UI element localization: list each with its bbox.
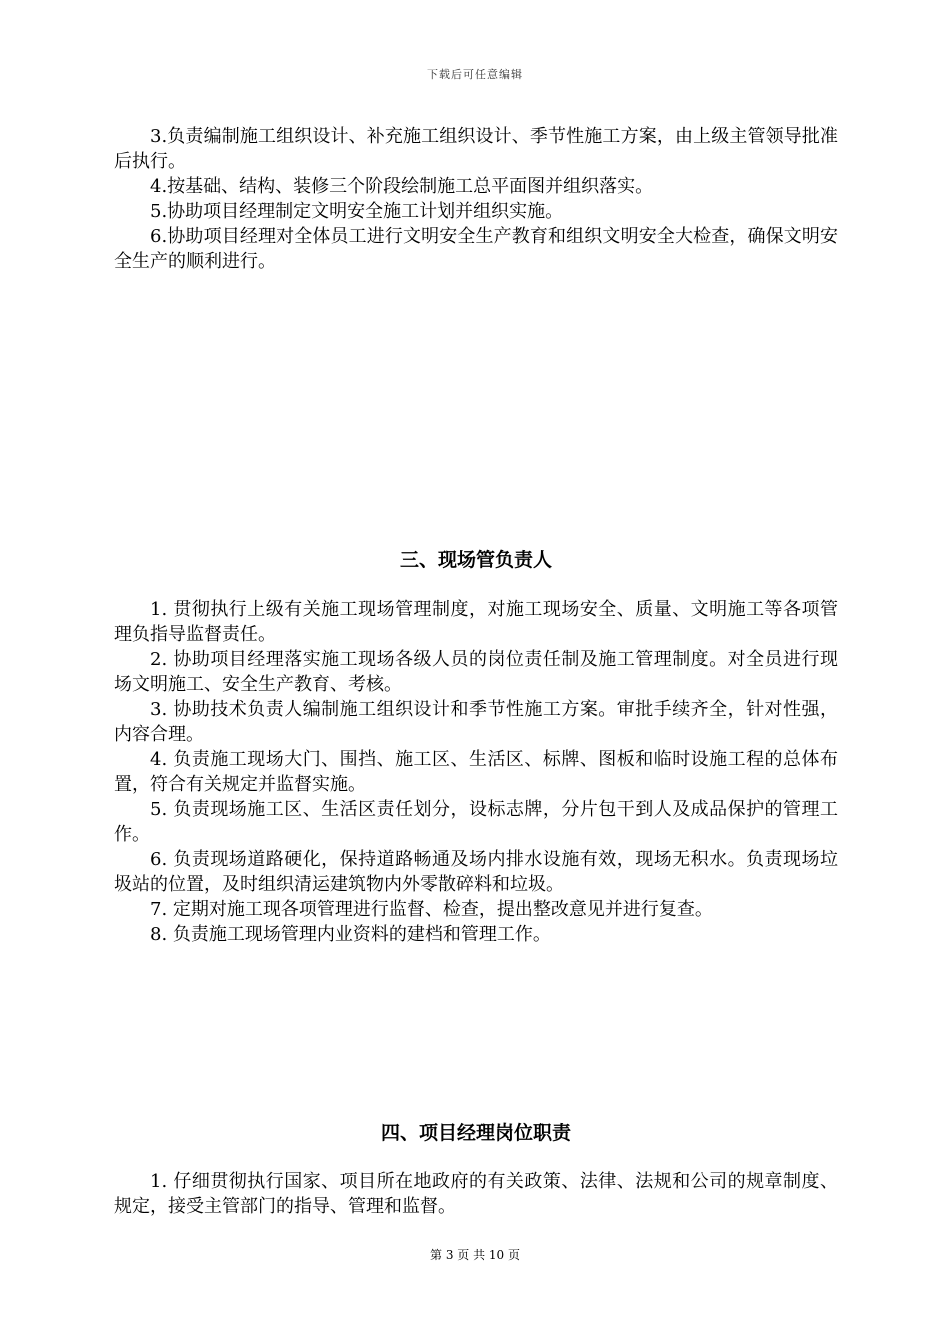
paragraph: 3. 协助技术负责人编制施工组织设计和季节性施工方案。审批手续齐全，针对性强，内容合理。: [114, 699, 838, 745]
paragraph: 5. 负责现场施工区、生活区责任划分，设标志牌，分片包干到人及成品保护的管理工作。: [114, 799, 838, 845]
paragraph: 7. 定期对施工现各项管理进行监督、检查，提出整改意见并进行复查。: [150, 899, 713, 920]
section-project-manager-content: [114, 1169, 838, 1219]
paragraph: 8. 负责施工现场管理内业资料的建档和管理工作。: [150, 924, 551, 945]
section-heading-project-manager: 四、项目经理岗位职责: [380, 1122, 571, 1144]
page-footer: 第 3 页 共 10 页: [430, 1248, 520, 1262]
paragraph: 6.协助项目经理对全体员工进行文明安全生产教育和组织文明安全大检查，确保文明安全生产的顺利进行。: [114, 226, 838, 272]
section-previous-content: [114, 124, 838, 274]
paragraph: 3.负责编制施工组织设计、补充施工组织设计、季节性施工方案，由上级主管领导批准后执行。: [114, 126, 838, 172]
page-header: 下载后可任意编辑: [427, 68, 523, 81]
paragraph: 4. 负责施工现场大门、围挡、施工区、生活区、标牌、图板和临时设施工程的总体布置，符合有关规定并监督实施。: [114, 749, 838, 795]
paragraph: 1. 仔细贯彻执行国家、项目所在地政府的有关政策、法律、法规和公司的规章制度、规定，接受主管部门的指导、管理和监督。: [114, 1171, 838, 1217]
paragraph: 6. 负责现场道路硬化，保持道路畅通及场内排水设施有效，现场无积水。负责现场垃圾站的位置，及时组织清运建筑物内外零散碎料和垃圾。: [114, 849, 838, 895]
paragraph: 5.协助项目经理制定文明安全施工计划并组织实施。: [150, 201, 564, 222]
section-heading-site-manager: 三、现场管负责人: [399, 549, 552, 571]
paragraph: 1. 贯彻执行上级有关施工现场管理制度，对施工现场安全、质量、文明施工等各项管理负指导监督责任。: [114, 599, 838, 645]
paragraph: 2. 协助项目经理落实施工现场各级人员的岗位责任制及施工管理制度。对全员进行现场文明施工、安全生产教育、考核。: [114, 649, 838, 695]
paragraph: 4.按基础、结构、装修三个阶段绘制施工总平面图并组织落实。: [150, 176, 654, 197]
section-site-manager-content: [114, 597, 838, 947]
